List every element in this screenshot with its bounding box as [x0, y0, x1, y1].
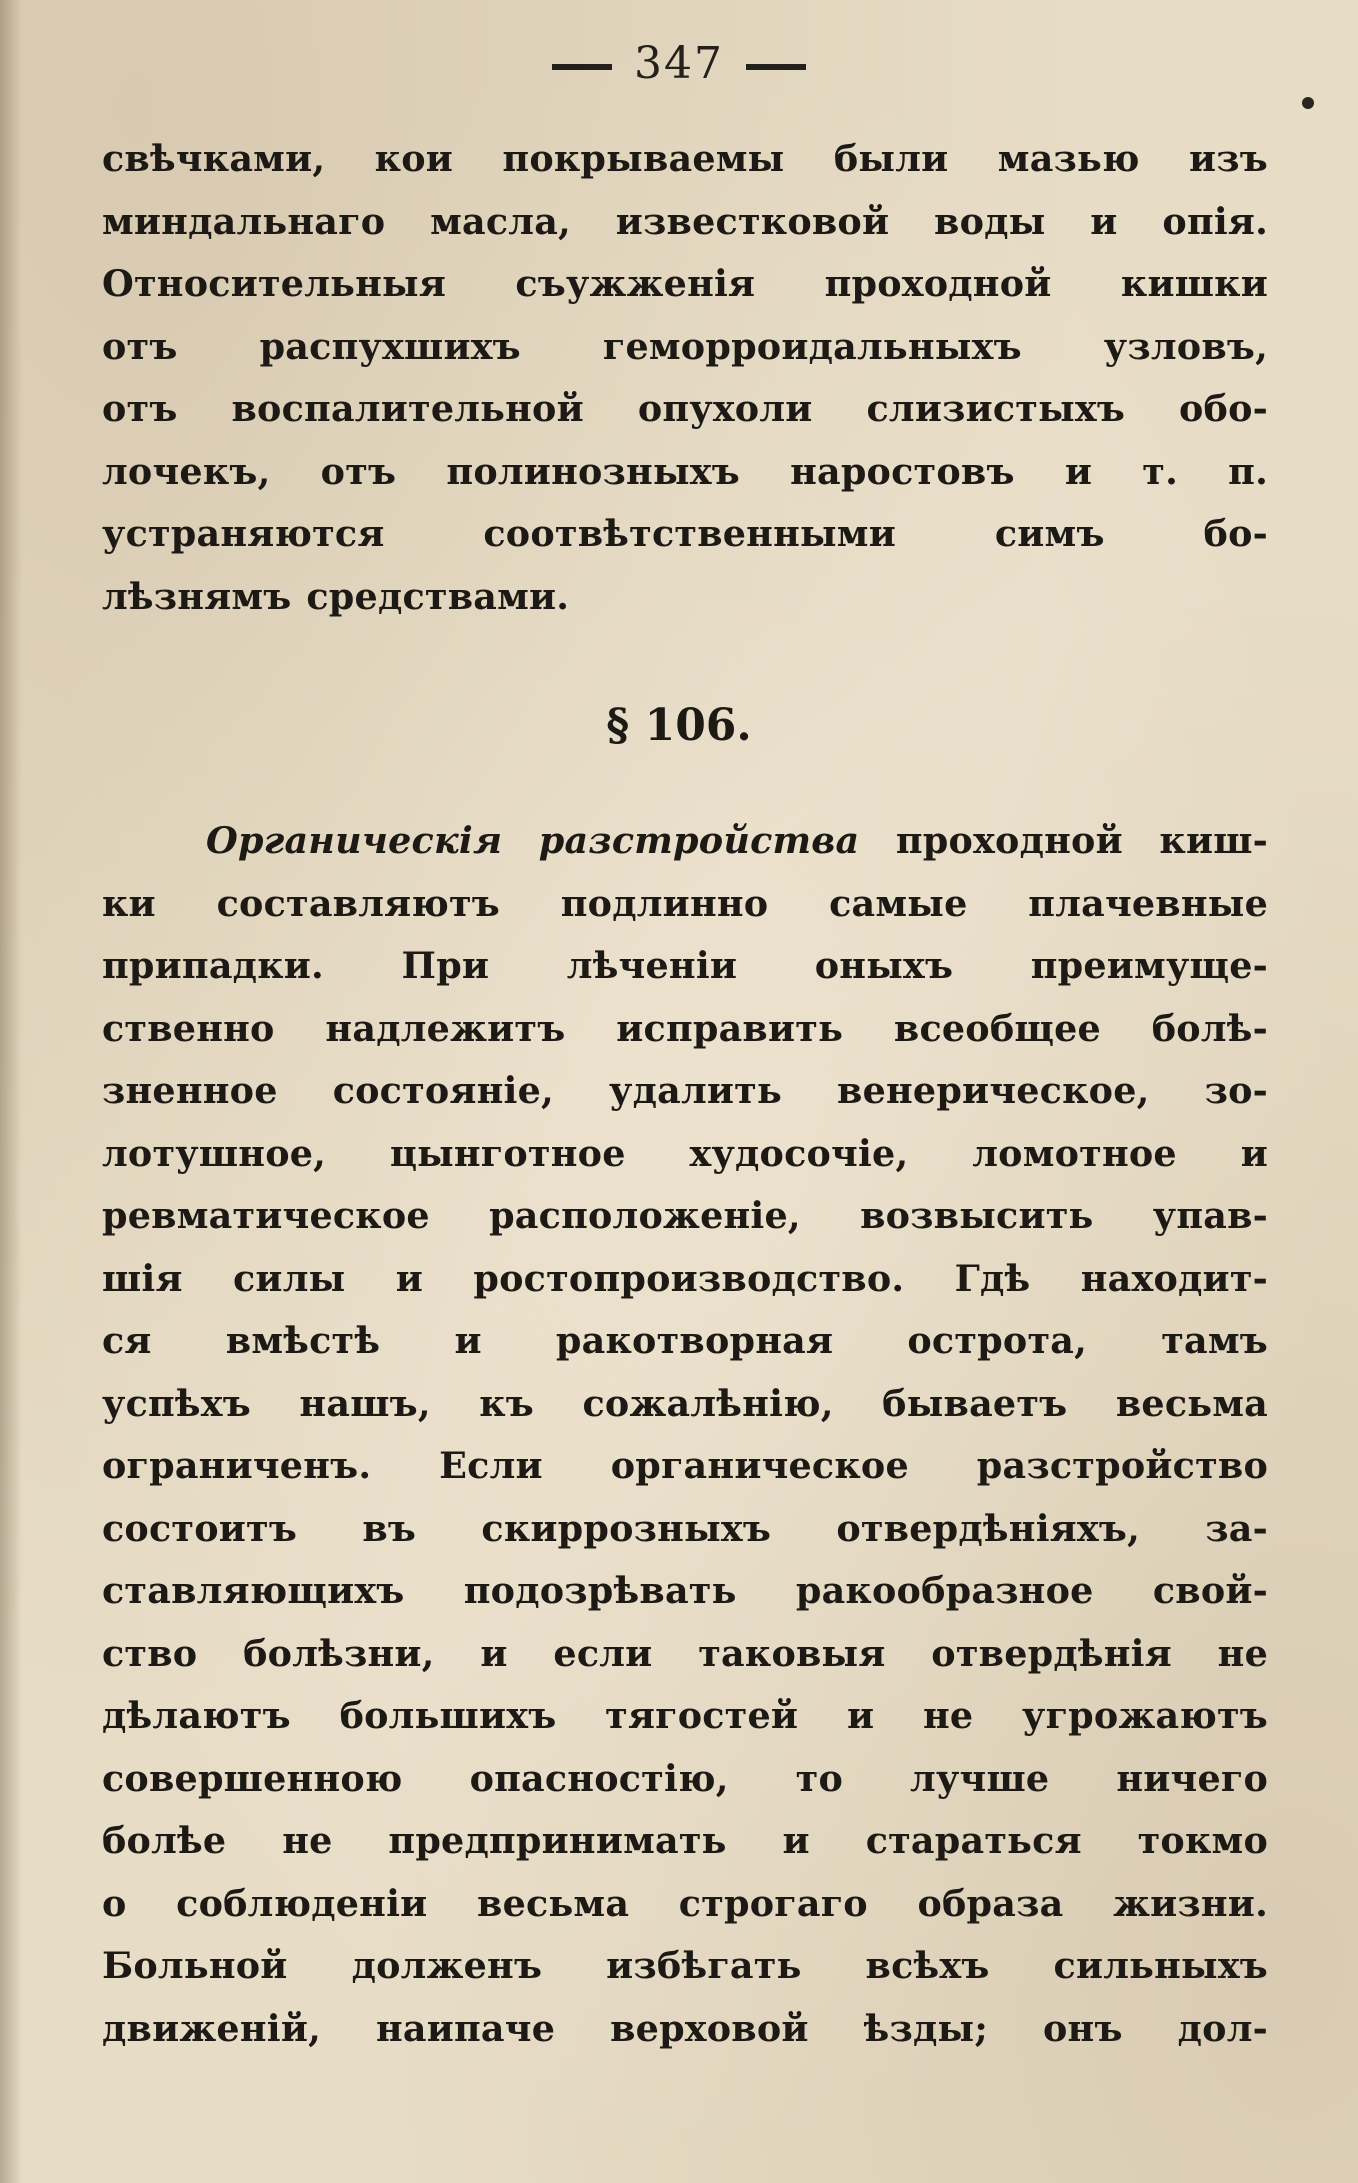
text-line: состоитъ въ скиррозныхъ отвердѣніяхъ, за- — [102, 1506, 1268, 1550]
text-line: ограниченъ. Если органическое разстройство — [102, 1444, 1268, 1487]
text-line: устраняются соотвѣтственными симъ бо- — [102, 512, 1268, 555]
page-number: 347 — [634, 38, 724, 89]
text-line: движеній, наипаче верховой ѣзды; онъ дол- — [102, 2006, 1268, 2050]
text-line: о соблюденіи весьма строгаго образа жизни. — [102, 1881, 1268, 1925]
text-line: миндальнаго масла, известковой воды и опія. — [102, 199, 1268, 243]
italic-term: Органическія разстройства — [206, 819, 860, 862]
header-dash-left — [552, 64, 612, 70]
text-line: ся вмѣстѣ и ракотворная острота, тамъ — [102, 1319, 1268, 1362]
text-line: лочекъ, отъ полинозныхъ наростовъ и т. п. — [102, 449, 1268, 493]
text-line: свѣчками, кои покрываемы были мазью изъ — [102, 137, 1268, 180]
text-line: Больной долженъ избѣгать всѣхъ сильныхъ — [102, 1944, 1268, 1987]
spine-shadow — [0, 0, 22, 2183]
text-line: совершенною опасностію, то лучше ничего — [102, 1756, 1268, 1800]
paragraph-2 — [102, 810, 1268, 2060]
page-header — [0, 38, 1358, 89]
section-heading: § 106. — [606, 700, 752, 751]
text-line: отъ воспалительной опухоли слизистыхъ обо- — [102, 387, 1268, 430]
text-line: ство болѣзни, и если таковыя отвердѣнія не — [102, 1631, 1268, 1675]
ink-spot — [1302, 97, 1314, 109]
text-line: Относительныя съужженія проходной кишки — [102, 262, 1268, 305]
text-line-first — [102, 810, 1268, 873]
text-line: ревматическое расположеніе, возвысить упав- — [102, 1194, 1268, 1237]
header-dash-right — [746, 64, 806, 70]
text-line: отъ распухшихъ геморроидальныхъ узловъ, — [102, 324, 1268, 368]
text-line: лотушное, цынготное худосочіе, ломотное и — [102, 1131, 1268, 1175]
paragraph-1 — [102, 128, 1268, 628]
text-line: шія силы и ростопроизводство. Гдѣ находит- — [102, 1256, 1268, 1300]
text-line: болѣе не предпринимать и стараться токмо — [102, 1819, 1268, 1862]
text-line: припадки. При лѣченіи оныхъ преимуще- — [102, 944, 1268, 987]
text-line: ственно надлежитъ исправить всеобщее болѣ- — [102, 1006, 1268, 1050]
text-line: дѣлаютъ большихъ тягостей и не угрожаютъ — [102, 1694, 1268, 1737]
first-line-rest: проходной киш- — [859, 819, 1268, 862]
text-line: лѣзнямъ средствами. — [102, 574, 570, 618]
text-line: ки составляютъ подлинно самые плачевные — [102, 881, 1268, 925]
text-line: ставляющихъ подозрѣвать ракообразное свой- — [102, 1569, 1268, 1612]
text-line: успѣхъ нашъ, къ сожалѣнію, бываетъ весьма — [102, 1381, 1268, 1425]
text-line: зненное состояніе, удалить венерическое, зо- — [102, 1069, 1268, 1112]
